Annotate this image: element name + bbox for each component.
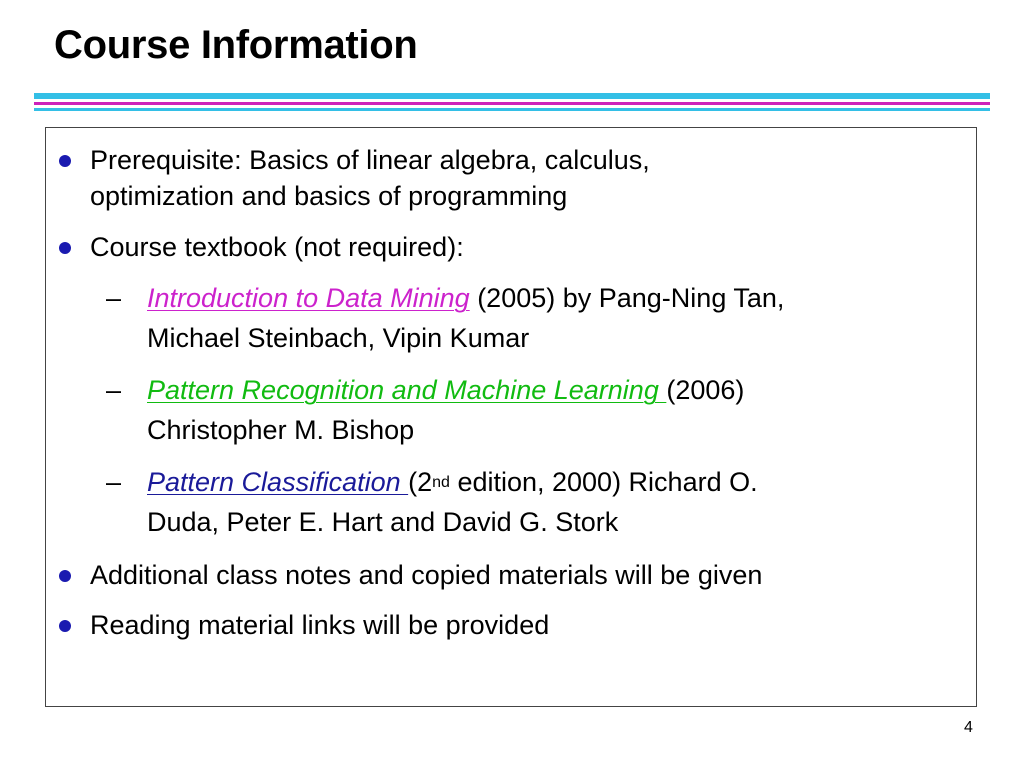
bullet-dot-icon <box>59 242 71 254</box>
book-2-authors: Christopher M. Bishop <box>147 415 415 445</box>
bullet-dot-icon <box>59 570 71 582</box>
textbook-label: Course textbook (not required): <box>90 232 464 262</box>
bullet-dot-icon <box>59 155 71 167</box>
book-entry-3 <box>147 465 758 499</box>
book-link-pattern-classification[interactable]: Pattern Classification <box>147 467 409 497</box>
book-3-edition-open: (2 <box>408 467 433 497</box>
title-divider-bottom <box>34 108 990 111</box>
notes-item: Additional class notes and copied materials will be given <box>90 560 763 590</box>
slide-title: Course Information <box>54 23 418 67</box>
book-2-details: (2006) <box>666 375 745 405</box>
dash-icon: – <box>106 375 122 405</box>
dash-icon: – <box>106 467 122 497</box>
title-divider-middle <box>34 102 990 105</box>
reading-item: Reading material links will be provided <box>90 610 550 640</box>
book-1-details: (2005) by Pang-Ning Tan, <box>469 283 785 313</box>
book-entry-1 <box>147 281 784 315</box>
book-3-authors: Duda, Peter E. Hart and David G. Stork <box>147 507 619 537</box>
book-link-data-mining[interactable]: Introduction to Data Mining <box>147 283 470 313</box>
title-divider-top <box>34 93 990 99</box>
dash-icon: – <box>106 283 122 313</box>
book-3-details: edition, 2000) Richard O. <box>449 467 758 497</box>
prerequisite-line-1: Prerequisite: Basics of linear algebra, calculus, <box>90 145 650 175</box>
book-link-pattern-recognition[interactable]: Pattern Recognition and Machine Learning <box>147 375 667 405</box>
prerequisite-line-2: optimization and basics of programming <box>90 181 568 211</box>
book-3-edition-suffix: nd <box>432 474 450 491</box>
book-1-authors: Michael Steinbach, Vipin Kumar <box>147 323 530 353</box>
slide-number: 4 <box>964 719 973 736</box>
bullet-dot-icon <box>59 620 71 632</box>
book-entry-2 <box>147 373 744 407</box>
